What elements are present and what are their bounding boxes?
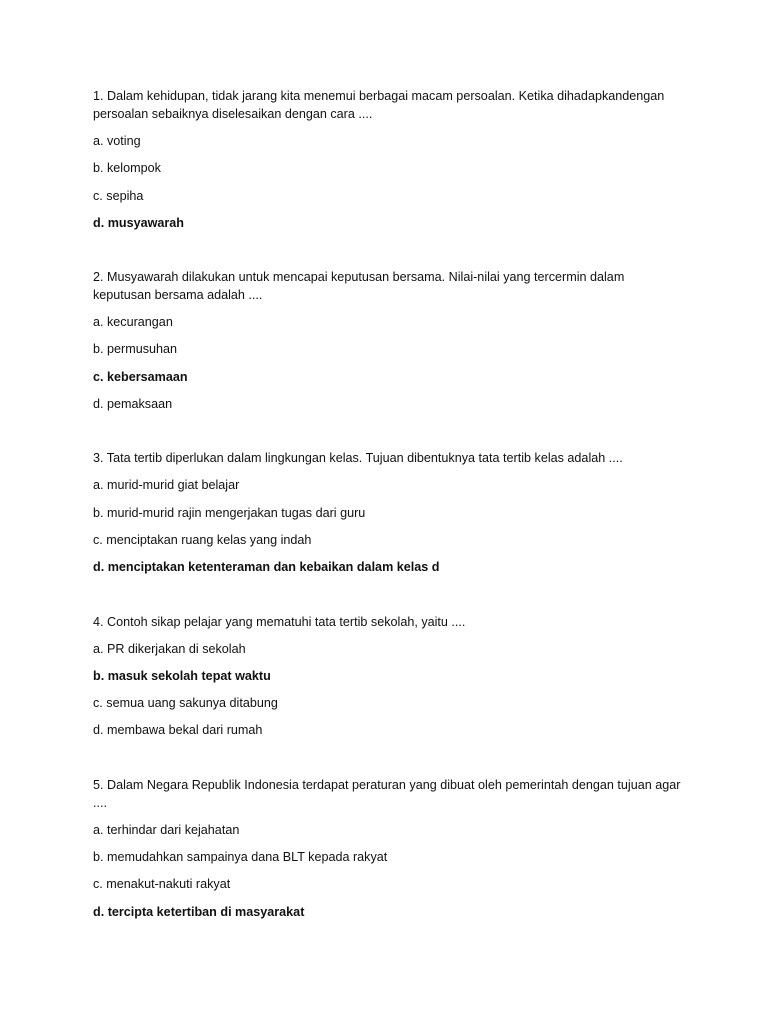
option-b-answer: b. masuk sekolah tepat waktu xyxy=(93,668,271,683)
option-d: d. pemaksaan xyxy=(93,397,173,412)
option-c: c. menciptakan ruang kelas yang indah xyxy=(93,532,312,547)
question-1 xyxy=(93,87,683,232)
option-a: a. PR dikerjakan di sekolah xyxy=(93,641,246,656)
option-a: a. kecurangan xyxy=(93,315,173,330)
spacer xyxy=(93,749,683,776)
option-c: c. menakut-nakuti rakyat xyxy=(93,877,231,892)
question-4 xyxy=(93,613,683,740)
question-text: 3. Tata tertib diperlukan dalam lingkungan kelas. Tujuan dibentuknya tata tertib kelas adalah .... xyxy=(93,451,623,466)
question-text: 5. Dalam Negara Republik Indonesia terdapat peraturan yang dibuat oleh pemerintah dengan tujuan agar .... xyxy=(93,777,681,810)
question-5 xyxy=(93,776,683,921)
spacer xyxy=(93,422,683,449)
option-b: b. memudahkan sampainya dana BLT kepada rakyat xyxy=(93,850,388,865)
option-b: b. murid-murid rajin mengerjakan tugas dari guru xyxy=(93,505,366,520)
spacer xyxy=(93,586,683,613)
option-a: a. voting xyxy=(93,134,141,148)
spacer xyxy=(93,241,683,268)
option-d-answer: d. tercipta ketertiban di masyarakat xyxy=(93,904,305,919)
question-text: 1. Dalam kehidupan, tidak jarang kita menemui berbagai macam persoalan. Ketika dihadapkandengan persoalan sebaiknya diselesaikan dengan cara .... xyxy=(93,89,665,121)
option-a: a. terhindar dari kejahatan xyxy=(93,822,240,837)
question-text: 4. Contoh sikap pelajar yang mematuhi tata tertib sekolah, yaitu .... xyxy=(93,614,466,629)
question-2 xyxy=(93,268,683,413)
option-c-answer: c. kebersamaan xyxy=(93,369,188,384)
question-text: 2. Musyawarah dilakukan untuk mencapai keputusan bersama. Nilai-nilai yang tercermin dalam keputusan bersama adalah .... xyxy=(93,270,625,303)
option-a: a. murid-murid giat belajar xyxy=(93,478,240,493)
question-3 xyxy=(93,449,683,576)
document-page xyxy=(93,87,683,930)
option-b: b. kelompok xyxy=(93,161,161,176)
option-b: b. permusuhan xyxy=(93,342,178,357)
option-c: c. semua uang sakunya ditabung xyxy=(93,696,278,711)
option-d-answer: d. musyawarah xyxy=(93,215,184,230)
option-d-answer: d. menciptakan ketenteraman dan kebaikan dalam kelas d xyxy=(93,560,440,575)
option-c: c. sepiha xyxy=(93,188,144,203)
option-d: d. membawa bekal dari rumah xyxy=(93,723,263,738)
